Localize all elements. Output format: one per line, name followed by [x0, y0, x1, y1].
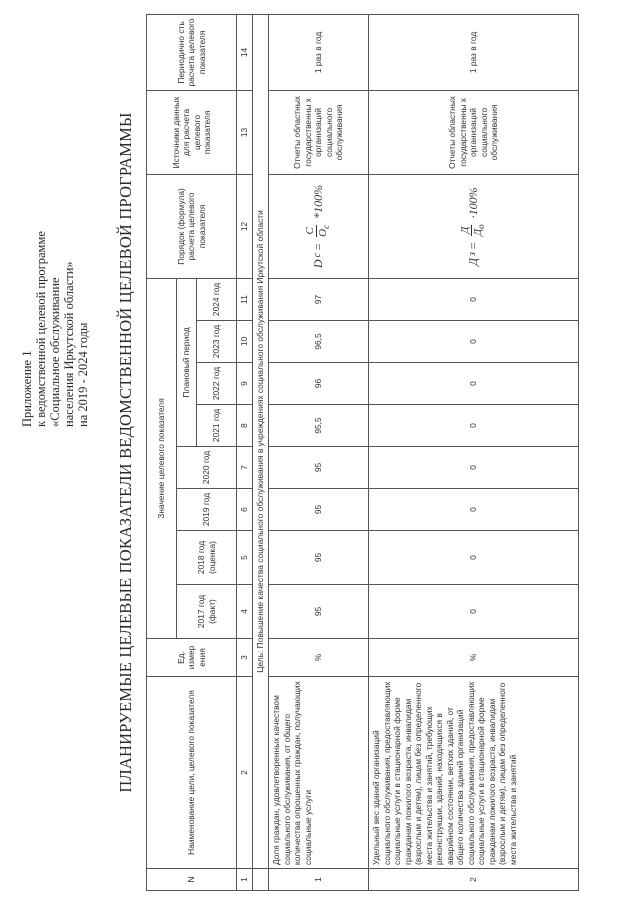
- header-planned: Плановый период: [177, 278, 197, 446]
- header-unit: Ед. измер ения: [147, 639, 237, 677]
- appendix-line: к ведомственной целевой программе: [34, 231, 48, 427]
- row-2020: 0: [369, 447, 579, 489]
- formula-fraction: [459, 222, 487, 238]
- row-n: 1: [269, 869, 369, 891]
- col-number: 3: [237, 639, 253, 677]
- formula-lhs-sub: з: [467, 252, 479, 256]
- col-number: 14: [237, 14, 253, 90]
- header-2020: 2020 год: [177, 447, 237, 489]
- row-2019: 95: [269, 489, 369, 531]
- appendix-line: населения Иркутской области»: [62, 261, 76, 427]
- header-2022: 2022 год: [197, 363, 237, 405]
- formula-fraction: [304, 223, 332, 239]
- row-2023: 96,5: [269, 321, 369, 363]
- col-number: 10: [237, 321, 253, 363]
- formula-den-sub: о: [476, 224, 487, 229]
- formula-eq: =: [311, 242, 326, 251]
- formula-tail: ·100%: [466, 187, 481, 219]
- header-name: Наименование цели, целевого показателя: [147, 677, 237, 869]
- header-2024: 2024 год: [197, 278, 237, 320]
- table-row: [369, 14, 579, 890]
- appendix-block: [20, 97, 90, 427]
- formula: [459, 187, 487, 265]
- formula-denominator: Д: [472, 228, 485, 236]
- row-period: 1 раз в год: [369, 14, 579, 90]
- row-2024: 97: [269, 278, 369, 320]
- formula-eq: =: [466, 241, 481, 251]
- row-2018: 95: [269, 531, 369, 585]
- appendix-line: Приложение 1: [20, 350, 34, 427]
- row-n: 2: [369, 869, 579, 891]
- col-number: 4: [237, 585, 253, 639]
- header-2021: 2021 год: [197, 405, 237, 447]
- header-period: Периодично сть расчета целевого показателя: [147, 14, 237, 90]
- col-number: 6: [237, 489, 253, 531]
- formula-numerator: Д: [459, 226, 472, 234]
- col-number: 9: [237, 363, 253, 405]
- row-2022: 96: [269, 363, 369, 405]
- header-value-group: Значение целевого показателя: [147, 278, 177, 638]
- goal-row: Цель: Повышение качества социального обслуживания в учреждениях социального обслуживания Иркутской области: [253, 14, 269, 868]
- formula-tail: *100%: [311, 184, 326, 219]
- col-number: 12: [237, 174, 253, 278]
- row-2018: 0: [369, 531, 579, 585]
- appendix-line: «Социальное обслуживание: [48, 277, 62, 427]
- col-number: 5: [237, 531, 253, 585]
- formula-numerator: C: [304, 227, 317, 235]
- indicators-table: [146, 14, 579, 891]
- col-number: 2: [237, 677, 253, 869]
- row-unit: %: [269, 639, 369, 677]
- formula-den-sub: c: [321, 224, 332, 229]
- row-2019: 0: [369, 489, 579, 531]
- header-formula: Порядок (формула) расчета целевого показателя: [147, 174, 237, 278]
- col-number: 8: [237, 405, 253, 447]
- col-number: 11: [237, 278, 253, 320]
- row-period: 1 раз в год: [269, 14, 369, 90]
- header-2023: 2023 год: [197, 321, 237, 363]
- row-name: Удельный вес зданий организаций социального обслуживания, предоставляющих социальные услуги в стационарной форме гражданам пожилого возраста, инвалидам (взрослым и детям), лицам без определенного места жительства и занятий, требующих реконструкции, зданий, находящихся в аварийном состоянии, ветхих зданий, от общего количества зданий организаций социального обслуживания, предоставляющих социальные услуги в стационарной форме гражданам пожилого возраста, инвалидам (взрослым и детям), лицам без определенного места жительства и занятий: [369, 677, 579, 869]
- row-2021: 0: [369, 405, 579, 447]
- row-name: Доля граждан, удовлетворенных качеством социального обслуживания, от общего количества опрошенных граждан, получающих социальные услуги: [269, 677, 369, 869]
- appendix-line: на 2019 - 2024 годы: [76, 322, 90, 427]
- col-number: 13: [237, 90, 253, 174]
- row-2020: 95: [269, 447, 369, 489]
- row-unit: %: [369, 639, 579, 677]
- goal-n-cell: [253, 869, 269, 891]
- row-source: Отчеты областных государственны х организаций социального обслуживания: [269, 90, 369, 174]
- row-2021: 95,5: [269, 405, 369, 447]
- formula-denominator: O: [317, 228, 330, 237]
- row-2022: 0: [369, 363, 579, 405]
- formula: [304, 185, 332, 268]
- page-title: ПЛАНИРУЕМЫЕ ЦЕЛЕВЫЕ ПОКАЗАТЕЛИ ВЕДОМСТВЕННОЙ ЦЕЛЕВОЙ ПРОГРАММЫ: [116, 112, 135, 793]
- row-2024: 0: [369, 278, 579, 320]
- col-number: 7: [237, 447, 253, 489]
- header-2019: 2019 год: [177, 489, 237, 531]
- header-source: Источники данных для расчета целевого показателя: [147, 90, 237, 174]
- header-2017: 2017 год (факт): [177, 585, 237, 639]
- header-2018: 2018 год (оценка): [177, 531, 237, 585]
- table-row: [269, 14, 369, 890]
- header-n: N: [147, 869, 237, 891]
- row-2017: 95: [269, 585, 369, 639]
- formula-lhs: D: [311, 259, 326, 269]
- formula-lhs: Д: [466, 257, 481, 266]
- row-formula: [269, 174, 369, 278]
- col-number: 1: [237, 869, 253, 891]
- row-2023: 0: [369, 321, 579, 363]
- row-source: Отчеты областных государственны х организаций социального обслуживания: [369, 90, 579, 174]
- row-2017: 0: [369, 585, 579, 639]
- formula-lhs-sub: c: [312, 252, 324, 258]
- row-formula: [369, 174, 579, 278]
